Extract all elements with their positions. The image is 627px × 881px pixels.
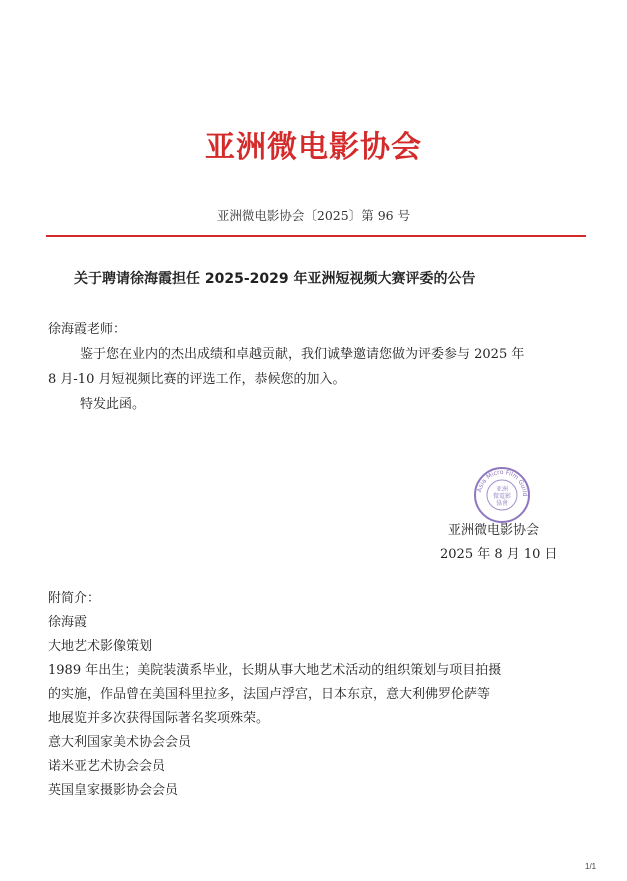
letterhead-divider [46, 235, 586, 237]
bio-role: 大地艺术影像策划 [48, 639, 153, 654]
page-number: 1/1 [585, 862, 597, 871]
seal-center-top: 亚洲 [495, 486, 509, 493]
bio-description-line-1: 1989 年出生；美院装潢系毕业，长期从事大地艺术活动的组织策划与项目拍摄 [48, 663, 502, 678]
closing-remark: 特发此函。 [80, 397, 146, 412]
seal-center-mid: 微電影 [492, 493, 512, 500]
bio-description-line-3: 地展览并多次获得国际著名奖项殊荣。 [48, 711, 270, 726]
invitation-paragraph-line-1: 鉴于您在业内的杰出成绩和卓越贡献，我们诚挚邀请您做为评委参与 2025 年 [80, 347, 525, 362]
bio-membership: 英国皇家摄影协会会员 [48, 783, 179, 798]
letterhead-title: 亚洲微电影协会 [205, 130, 422, 165]
official-seal-icon [473, 466, 531, 524]
bio-description-line-2: 的实施，作品曾在美国科里拉多，法国卢浮宫，日本东京，意大利佛罗伦萨等 [48, 687, 491, 702]
bio-heading: 附简介： [48, 591, 101, 606]
seal-ring-text: Asia Micro Film Guild [476, 468, 529, 497]
invitation-paragraph-line-2: 8 月-10 月短视频比赛的评选工作，恭候您的加入。 [48, 372, 346, 387]
signature-date: 2025 年 8 月 10 日 [440, 547, 558, 562]
bio-membership: 诺米亚艺术协会会员 [48, 759, 166, 774]
seal-center-bottom: 協會 [495, 500, 509, 507]
notice-title: 关于聘请徐海霞担任 2025-2029 年亚洲短视频大赛评委的公告 [74, 271, 476, 287]
salutation: 徐海霞老师： [48, 322, 127, 337]
signature-organization: 亚洲微电影协会 [448, 523, 540, 538]
bio-membership: 意大利国家美术协会会员 [48, 735, 192, 750]
bio-name: 徐海霞 [48, 615, 88, 630]
document-number: 亚洲微电影协会〔2025〕第 96 号 [216, 208, 411, 223]
